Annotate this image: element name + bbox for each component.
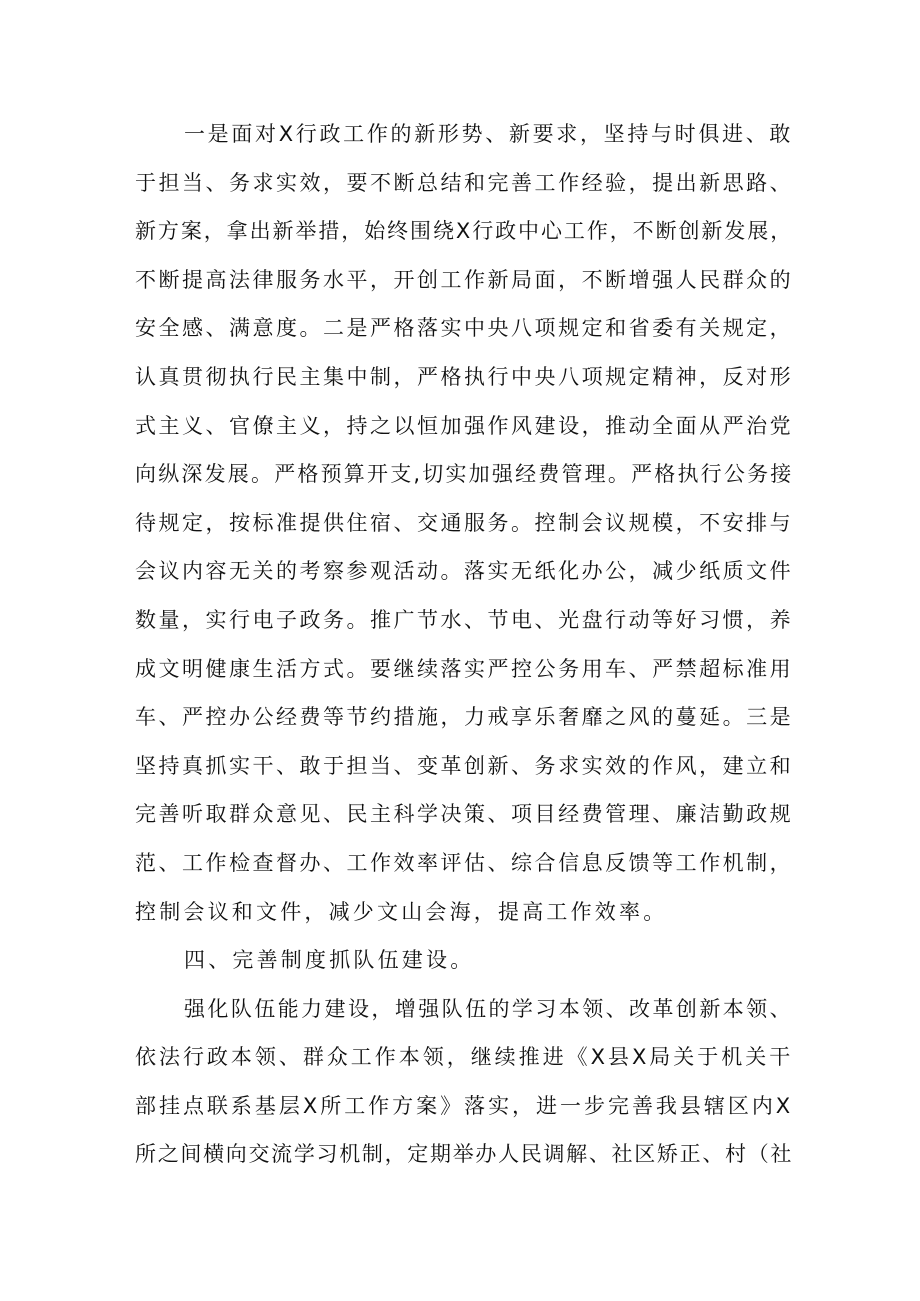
section-heading: 四、完善制度抓队伍建设。: [184, 948, 475, 973]
paragraph-line: 强化队伍能力建设，增强队伍的学习本领、改革创新本领、: [184, 996, 793, 1021]
paragraph-line: 安全感、满意度。二是严格落实中央八项规定和省委有关规定，: [135, 316, 793, 341]
paragraph-line: 完善听取群众意见、民主科学决策、项目经费管理、廉洁勤政规: [135, 802, 793, 827]
paragraph-line: 新方案，拿出新举措，始终围绕X行政中心工作，不断创新发展，: [135, 219, 793, 244]
paragraph-line: 待规定，按标准提供住宿、交通服务。控制会议规模，不安排与: [135, 510, 793, 535]
paragraph-line: 范、工作检查督办、工作效率评估、综合信息反馈等工作机制，: [135, 850, 793, 875]
paragraph-line: 依法行政本领、群众工作本领，继续推进《X县X局关于机关干: [135, 1045, 793, 1070]
paragraph-line: 成文明健康生活方式。要继续落实严控公务用车、严禁超标准用: [135, 656, 793, 681]
paragraph-line: 一是面对X行政工作的新形势、新要求，坚持与时俱进、敢: [184, 122, 793, 146]
paragraph-line: 式主义、官僚主义，持之以恒加强作风建设，推动全面从严治党: [135, 413, 793, 438]
paragraph-line: 认真贯彻执行民主集中制，严格执行中央八项规定精神，反对形: [135, 364, 793, 389]
document-body: [135, 110, 793, 1179]
paragraph-line: 会议内容无关的考察参观活动。落实无纸化办公，减少纸质文件: [135, 559, 793, 584]
paragraph-line: 于担当、务求实效，要不断总结和完善工作经验，提出新思路、: [135, 170, 793, 195]
paragraph-line: 不断提高法律服务水平，开创工作新局面，不断增强人民群众的: [135, 267, 793, 292]
paragraph-line: 控制会议和文件，减少文山会海，提高工作效率。: [135, 899, 668, 924]
paragraph-line: 数量，实行电子政务。推广节水、节电、光盘行动等好习惯，养: [135, 607, 793, 632]
paragraph-line: 向纵深发展。严格预算开支,切实加强经费管理。严格执行公务接: [135, 462, 794, 487]
paragraph-line: 坚持真抓实干、敢于担当、变革创新、务求实效的作风，建立和: [135, 753, 793, 778]
paragraph-line: 部挂点联系基层X所工作方案》落实，进一步完善我县辖区内X: [135, 1093, 793, 1118]
paragraph-line: 车、严控办公经费等节约措施，力戒享乐奢靡之风的蔓延。三是: [135, 705, 793, 730]
paragraph-line: 所之间横向交流学习机制，定期举办人民调解、社区矫正、村（社: [135, 1142, 793, 1167]
